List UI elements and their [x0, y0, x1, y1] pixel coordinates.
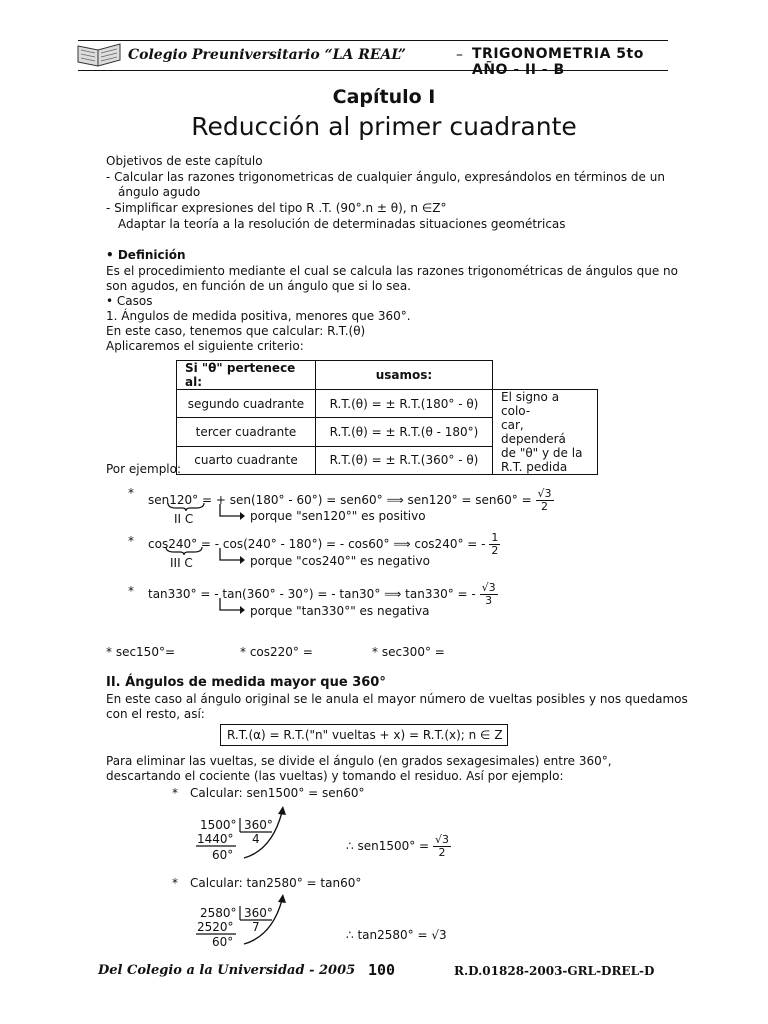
table-sign-note: El signo a colo- car, dependerá de "θ" y de la R.T. pedida	[493, 390, 598, 475]
definition-text: son agudos, en función de un ángulo que si lo sea.	[106, 279, 411, 293]
quadrant-label: III C	[170, 556, 193, 570]
objective-line: - Simplificar expresiones del tipo R .T. (90°.n ± θ), n ∈Z°	[106, 201, 447, 215]
division-arrow-icon	[192, 804, 292, 866]
example-note: porque "sen120°" es positivo	[250, 509, 426, 523]
example-note: porque "tan330°" es negativa	[250, 604, 430, 618]
example-fraction: $\frac{√3}{3}$	[481, 581, 496, 607]
footer-right: R.D.01828-2003-GRL-DREL-D	[454, 964, 655, 978]
book-logo-icon	[76, 40, 122, 68]
header-bottom-rule	[78, 70, 668, 71]
remainder: 60°	[212, 935, 234, 949]
cases-heading: • Casos	[106, 294, 153, 308]
dividend: 2580°	[200, 906, 237, 920]
table-cell-quadrant: tercer cuadrante	[177, 418, 316, 446]
table-cell-quadrant: segundo cuadrante	[177, 390, 316, 418]
example-star: *	[128, 584, 134, 598]
example-star: *	[128, 486, 134, 500]
exercise-item: * sec150°=	[106, 645, 176, 659]
section-2-text: En este caso al ángulo original se le anula el mayor número de vueltas posibles y nos quedamos	[106, 692, 688, 706]
case-1-title: 1. Ángulos de medida positiva, menores que 360°.	[106, 309, 411, 323]
reduction-formula-box: R.T.(α) = R.T.("n" vueltas + x) = R.T.(x); n ∈ Z	[220, 724, 508, 746]
arrow-icon	[218, 548, 246, 566]
section-2-heading: II. Ángulos de medida mayor que 360°	[106, 675, 386, 690]
section-2-text: descartando el cociente (las vueltas) y tomando el residuo. Así por ejemplo:	[106, 769, 564, 783]
quotient: 7	[252, 920, 260, 934]
quotient: 4	[252, 832, 260, 846]
exercise-item: * sec300° =	[372, 645, 445, 659]
calc-result: ∴ sen1500° = $\frac{√3}{2}$	[346, 833, 449, 859]
brace-icon	[164, 546, 204, 556]
table-header-formula: usamos:	[316, 361, 493, 390]
objective-line: - Calcular las razones trigonometricas de cualquier ángulo, expresándolos en términos de un	[106, 170, 665, 184]
calc-star: *	[172, 876, 178, 890]
footer-left: Del Colegio a la Universidad - 2005	[98, 963, 356, 978]
subtrahend: 1440°	[197, 832, 234, 846]
remainder: 60°	[212, 848, 234, 862]
objective-line: ángulo agudo	[118, 185, 201, 199]
example-star: *	[128, 534, 134, 548]
calc-label: Calcular: sen1500° = sen60°	[190, 786, 365, 800]
objective-line: Adaptar la teoría a la resolución de determinadas situaciones geométricas	[118, 217, 566, 231]
calc-star: *	[172, 786, 178, 800]
case-1-text: En este caso, tenemos que calcular: R.T.(θ)	[106, 324, 366, 338]
calc-result: ∴ tan2580° = √3	[346, 928, 447, 942]
section-2-text: con el resto, así:	[106, 707, 205, 721]
subtrahend: 2520°	[197, 920, 234, 934]
objectives-heading: Objetivos de este capítulo	[106, 154, 263, 168]
section-2-text: Para eliminar las vueltas, se divide el ángulo (en grados sexagesimales) entre 360°,	[106, 754, 612, 768]
calc-label: Calcular: tan2580° = tan60°	[190, 876, 362, 890]
examples-label: Por ejemplo:	[106, 462, 182, 476]
example-expression: tan330° = - tan(360° - 30°) = - tan30° ⟹ tan330° = - $\frac{√3}{3}$	[148, 581, 496, 607]
table-cell-formula: R.T.(θ) = ± R.T.(360° - θ)	[316, 446, 493, 474]
divisor: 360°	[244, 818, 273, 832]
quadrant-label: II C	[174, 512, 194, 526]
table-header-quadrant: Si "θ" pertenece al:	[177, 361, 316, 390]
definition-heading: • Definición	[106, 248, 186, 262]
chapter-label: Capítulo I	[332, 86, 436, 108]
brace-icon	[166, 502, 206, 512]
example-expression: sen120° = + sen(180° - 60°) = sen60° ⟹ sen120° = sen60° = $\frac{√3}{2}$	[148, 487, 552, 513]
example-note: porque "cos240°" es negativo	[250, 554, 430, 568]
divisor: 360°	[244, 906, 273, 920]
example-fraction: $\frac{√3}{2}$	[537, 487, 552, 513]
exercise-item: * cos220° =	[240, 645, 313, 659]
arrow-icon	[218, 504, 246, 522]
division-arrow-icon	[192, 892, 292, 952]
example-fraction: $\frac{1}{2}$	[491, 531, 499, 557]
criteria-table	[176, 360, 598, 475]
table-cell-formula: R.T.(θ) = ± R.T.(θ - 180°)	[316, 418, 493, 446]
page-title: Reducción al primer cuadrante	[191, 112, 577, 141]
dividend: 1500°	[200, 818, 237, 832]
header-separator: –	[456, 47, 463, 63]
page-header	[76, 44, 672, 78]
page-number: 100	[368, 961, 396, 979]
calc-fraction: $\frac{√3}{2}$	[434, 833, 449, 859]
case-1-text: Aplicaremos el siguiente criterio:	[106, 339, 304, 353]
table-cell-quadrant: cuarto cuadrante	[177, 446, 316, 474]
example-expression: cos240° = - cos(240° - 180°) = - cos60° ⟹ cos240° = - $\frac{1}{2}$	[148, 531, 499, 557]
course-name: TRIGONOMETRIA 5to AÑO - II - B	[472, 46, 644, 78]
school-name: Colegio Preuniversitario “LA REAL”	[128, 47, 406, 63]
table-cell-formula: R.T.(θ) = ± R.T.(180° - θ)	[316, 390, 493, 418]
arrow-icon	[218, 598, 246, 616]
header-top-rule	[78, 40, 668, 41]
definition-text: Es el procedimiento mediante el cual se calcula las razones trigonométricas de ángulos que no	[106, 264, 678, 278]
